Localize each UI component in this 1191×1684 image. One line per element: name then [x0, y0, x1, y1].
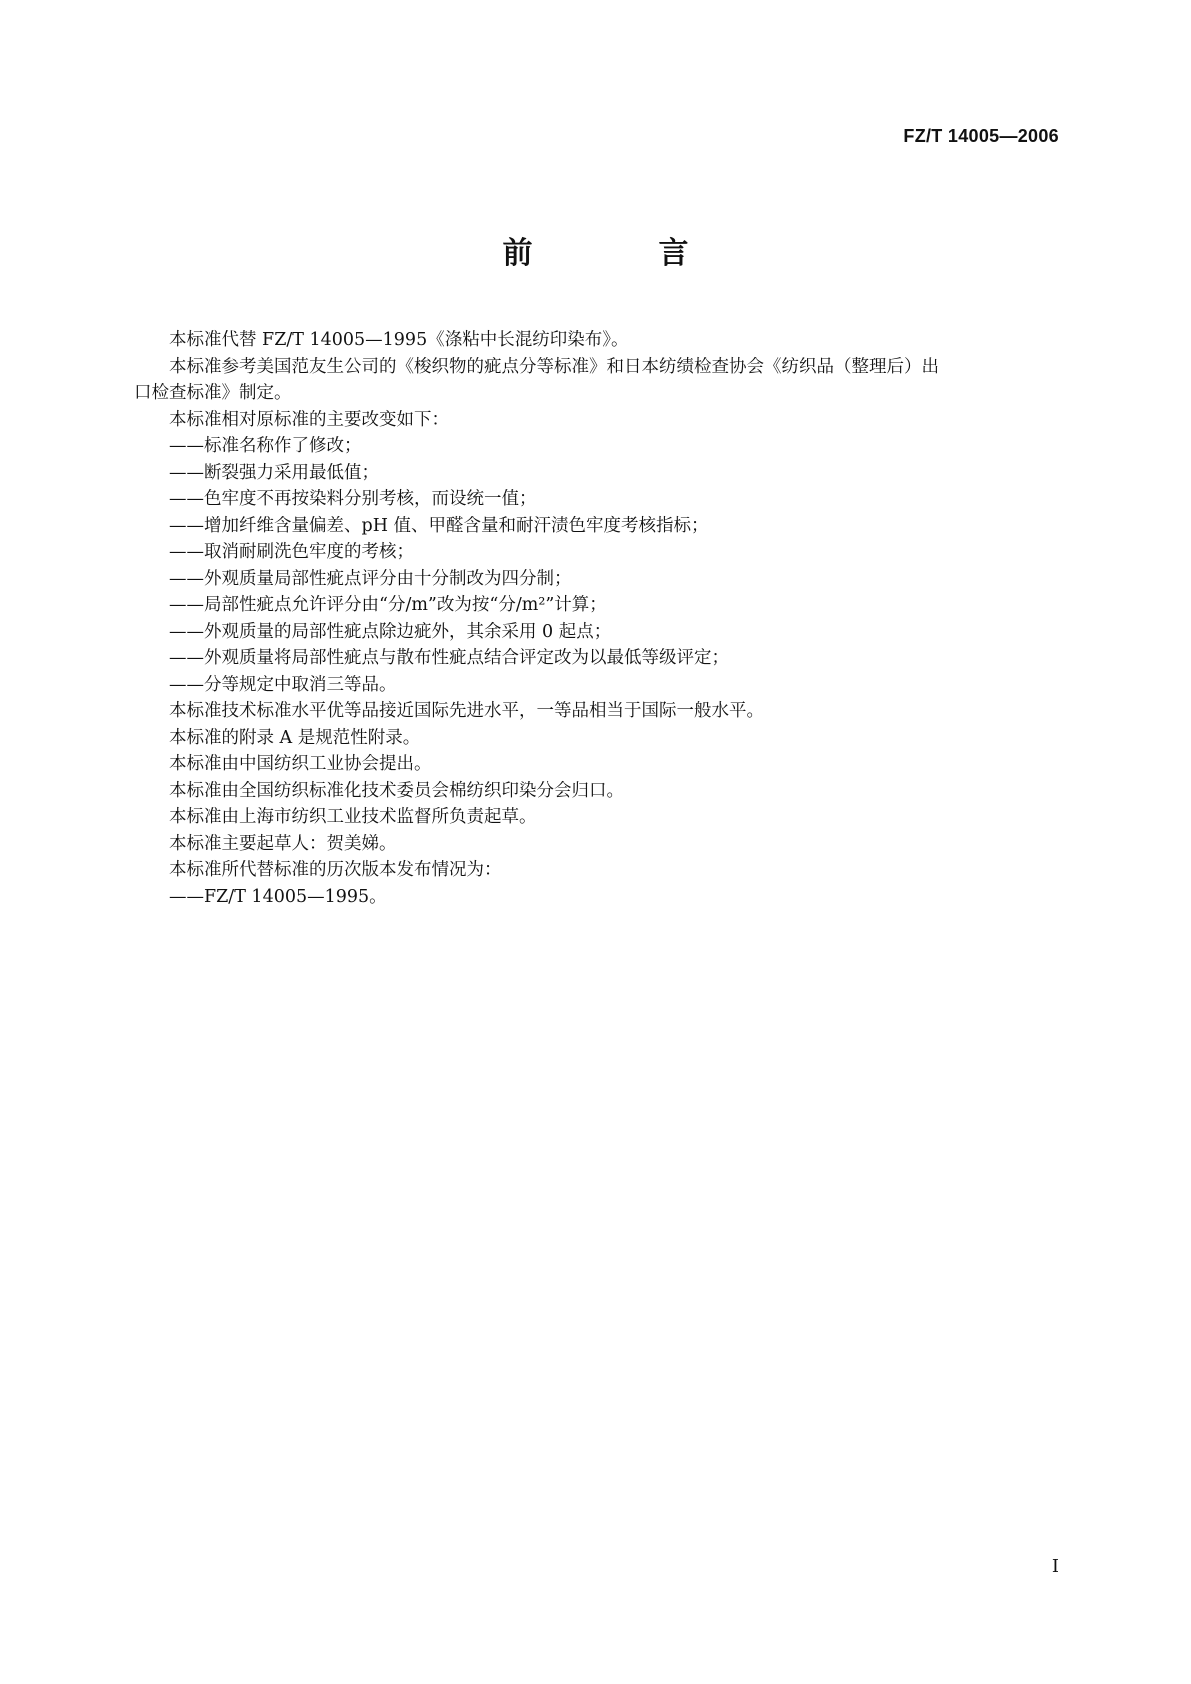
paragraph-references-continued: 口检查标准》制定。 — [134, 383, 292, 403]
standard-code: FZ/T 14005—2006 — [903, 126, 1059, 146]
paragraph-drafted-by: 本标准由上海市纺织工业技术监督所负责起草。 — [169, 807, 537, 827]
foreword-body — [134, 327, 1064, 910]
paragraph-references: 本标准参考美国范友生公司的《梭织物的疵点分等标准》和日本纺绩检查协会《纺织品（整理后）出 — [169, 356, 939, 377]
paragraph-level: 本标准技术标准水平优等品接近国际先进水平，一等品相当于国际一般水平。 — [169, 701, 764, 721]
paragraph-history-intro: 本标准所代替标准的历次版本发布情况为： — [169, 860, 502, 880]
history-item: ——FZ/T 14005—1995。 — [169, 886, 387, 907]
change-item: ——分等规定中取消三等品。 — [169, 674, 397, 695]
change-item: ——断裂强力采用最低值； — [169, 462, 379, 483]
change-item: ——取消耐刷洗色牢度的考核； — [169, 542, 414, 562]
change-item: ——色牢度不再按染料分别考核，而设统一值； — [169, 489, 537, 509]
page-number: I — [1051, 1556, 1059, 1577]
change-item: ——外观质量局部性疵点评分由十分制改为四分制； — [169, 568, 572, 589]
paragraph-drafters: 本标准主要起草人：贺美娣。 — [169, 833, 397, 854]
paragraph-replaces: 本标准代替 FZ/T 14005—1995《涤粘中长混纺印染布》。 — [169, 330, 629, 350]
paragraph-annex: 本标准的附录 A 是规范性附录。 — [169, 727, 421, 748]
change-item: ——标准名称作了修改； — [169, 436, 362, 456]
page-title: 前 言 — [502, 236, 737, 271]
paragraph-changes-intro: 本标准相对原标准的主要改变如下： — [169, 409, 449, 430]
change-item: ——局部性疵点允许评分由“分/m”改为按“分/m²”计算； — [169, 595, 607, 615]
change-item: ——增加纤维含量偏差、pH 值、甲醛含量和耐汗渍色牢度考核指标； — [169, 515, 709, 536]
paragraph-proposed-by: 本标准由中国纺织工业协会提出。 — [169, 754, 432, 774]
change-item: ——外观质量将局部性疵点与散布性疵点结合评定改为以最低等级评定； — [169, 648, 729, 668]
change-item: ——外观质量的局部性疵点除边疵外，其余采用 0 起点； — [169, 621, 612, 642]
paragraph-managed-by: 本标准由全国纺织标准化技术委员会棉纺织印染分会归口。 — [169, 780, 624, 801]
